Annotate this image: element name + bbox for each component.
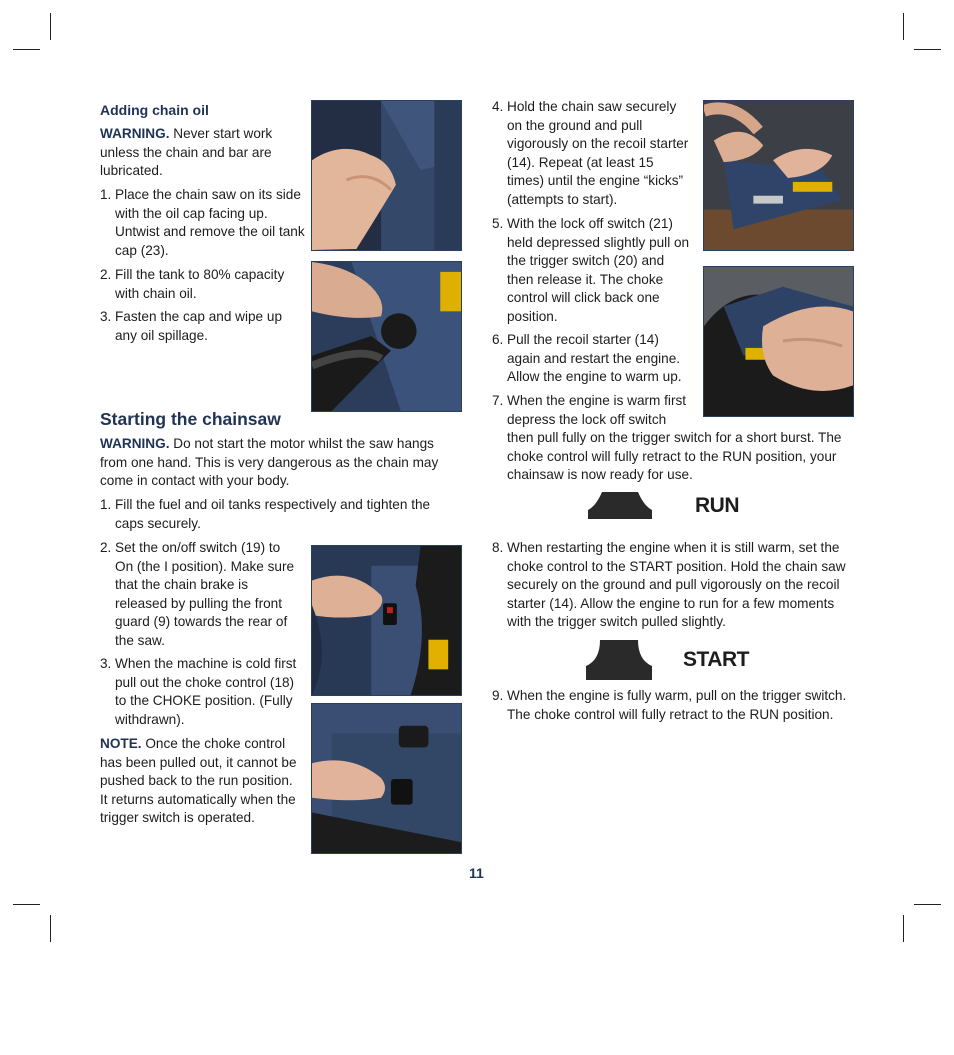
warning-text: Do not start the motor whilst the saw hangs from one hand. This is very dangerous as the chain may come in contact with your body. (100, 436, 439, 489)
step-number: 7. (492, 393, 504, 408)
trigger-switch-photo (703, 266, 854, 417)
step-text: Fill the fuel and oil tanks respectively and tighten the caps securely. (115, 497, 431, 531)
list-item (100, 308, 295, 345)
crop-mark (13, 49, 40, 50)
list-item (492, 215, 692, 327)
choke-start-icon (586, 640, 652, 680)
page-number: 11 (469, 865, 484, 881)
note-label: NOTE. (100, 736, 142, 751)
list-item (492, 687, 854, 724)
oil-warning (100, 125, 295, 181)
step-number: 4. (492, 99, 504, 114)
oil-cap-removal-photo (311, 100, 462, 251)
crop-mark (914, 49, 941, 50)
choke-control-photo (311, 703, 462, 854)
step-text: Place the chain saw on its side with the oil cap facing up. Untwist and remove the oil tank cap (23). (115, 187, 305, 258)
choke-run-icon (588, 492, 652, 519)
step-number: 6. (492, 332, 504, 347)
step-number: 3. (100, 656, 112, 671)
on-off-switch-photo (311, 545, 462, 696)
step-text: Pull the recoil starter (14) again and restart the engine. Allow the engine to warm up. (507, 332, 682, 385)
step-text: Hold the chain saw securely on the ground and pull vigorously on the recoil starter (14). Repeat (at least 15 times) until the engine “kicks” (attempts to start). (507, 99, 689, 207)
step-text: When the engine is warm first depress the lock off switch (507, 393, 687, 427)
step-number: 2. (100, 267, 112, 282)
step-text: When restarting the engine when it is still warm, set the choke control to the START position. Hold the chain saw securely on the ground and pull vigorously on the recoil starter (14). Allow the engine to run for a few moments with the trigger switch pulled slightly. (507, 540, 846, 630)
adding-chain-oil-heading: Adding chain oil (100, 102, 209, 118)
crop-mark (903, 13, 904, 40)
note-text: Once the choke control has been pulled out, it cannot be pushed back to the run position. It returns automatically when the trigger switch is operated. (100, 736, 297, 826)
step-text: When the machine is cold first pull out the choke control (18) to the CHOKE position. (Fully withdrawn). (115, 656, 297, 727)
step-number: 3. (100, 309, 112, 324)
list-item (100, 186, 305, 260)
list-item (492, 98, 692, 210)
warning-label: WARNING. (100, 126, 170, 141)
crop-mark (50, 915, 51, 942)
starting-chainsaw-heading: Starting the chainsaw (100, 409, 281, 429)
step-number: 5. (492, 216, 504, 231)
step-number: 1. (100, 187, 112, 202)
step-number: 2. (100, 540, 112, 555)
step-number: 8. (492, 540, 504, 555)
run-label: RUN (695, 494, 739, 517)
list-item (492, 331, 692, 387)
list-item (100, 655, 305, 729)
step-text: When the engine is fully warm, pull on the trigger switch. The choke control will fully retract to the RUN position. (507, 688, 847, 722)
list-item (100, 266, 295, 303)
step-text: Fasten the cap and wipe up any oil spillage. (115, 309, 283, 343)
crop-mark (903, 915, 904, 942)
start-label: START (683, 648, 749, 671)
step-text: Set the on/off switch (19) to On (the I position). Make sure that the chain brake is released by pulling the front guard (9) towards the rear of the saw. (115, 540, 295, 648)
crop-mark (50, 13, 51, 40)
step-text-continued: then pull fully on the trigger switch for a short burst. The choke control will fully retract to the RUN position, your chainsaw is now ready for use. (507, 430, 842, 483)
choke-note (100, 735, 302, 828)
warning-label: WARNING. (100, 436, 170, 451)
list-item (100, 496, 445, 533)
oil-filling-photo (311, 261, 462, 412)
crop-mark (13, 904, 40, 905)
crop-mark (914, 904, 941, 905)
step-number: 1. (100, 497, 112, 512)
step-text: Fill the tank to 80% capacity with chain oil. (115, 267, 285, 301)
warning-text: Never start work unless the chain and bar are lubricated. (100, 126, 273, 179)
step-text: With the lock off switch (21) held depressed slightly pull on the trigger switch (20) and then release it. The choke control will click back one position. (507, 216, 690, 324)
list-item (100, 539, 300, 651)
list-item (492, 539, 852, 632)
start-warning (100, 435, 445, 491)
step-number: 9. (492, 688, 504, 703)
recoil-starter-photo (703, 100, 854, 251)
